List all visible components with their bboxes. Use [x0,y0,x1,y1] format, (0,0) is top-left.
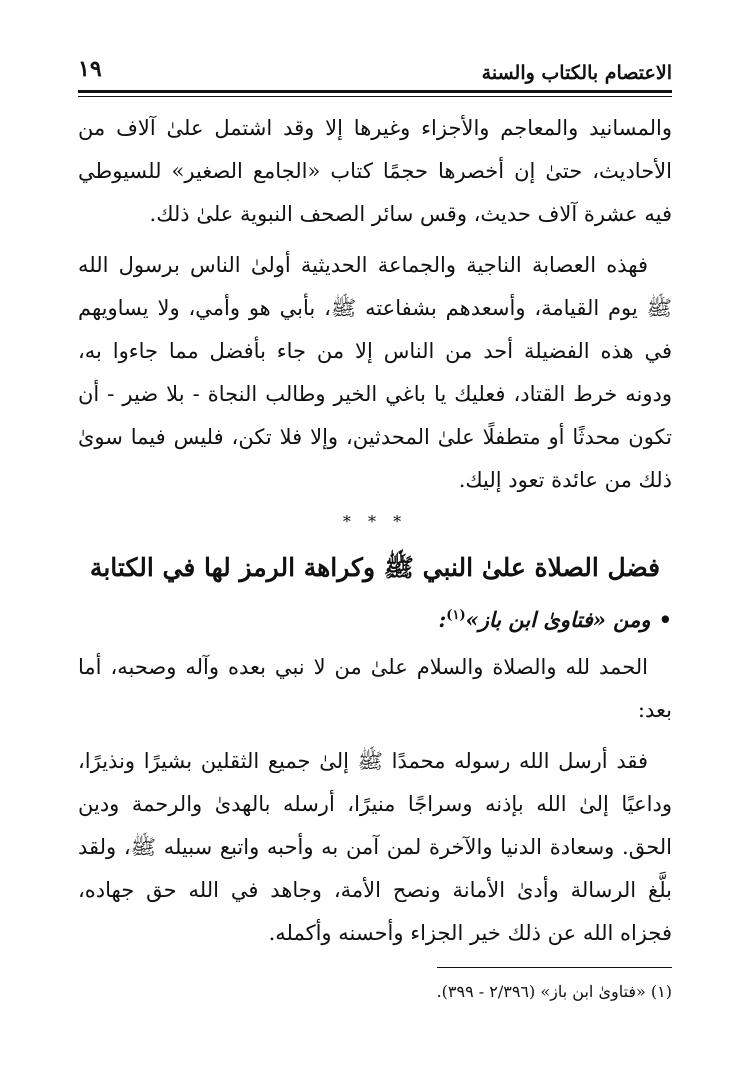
source-text: ومن «فتاوىٰ ابن باز» [465,607,651,632]
header-rule-thin [78,96,672,97]
section-separator: * * * [342,512,408,531]
source-line [78,596,672,640]
footnote-text: (١) «فتاوىٰ ابن باز» (٢/٣٩٦ - ٣٩٩). [436,982,672,1001]
footnote-ref[interactable]: (١) [446,608,466,623]
source-colon: : [438,607,447,632]
paragraph-1: والمسانيد والمعاجم والأجزاء وغيرها إلا وقد اشتمل علىٰ آلاف من الأحاديث، حتىٰ إن أخصرها حجمًا كتاب «الجامع الصغير» للسيوطي فيه عشرة آلاف حديث، وقس سائر الصحف النبوية علىٰ ذلك. [78,116,672,226]
paragraph-3: الحمد لله والصلاة والسلام علىٰ من لا نبي بعده وآله وصحبه، أما بعد: [78,655,672,722]
paragraph-4: فقد أرسل الله رسوله محمدًا ﷺ إلىٰ جميع الثقلين بشيرًا ونذيرًا، وداعيًا إلىٰ الله بإذنه وسراجًا منيرًا، أرسله بالهدىٰ والرحمة ودين الحق. وسعادة الدنيا والآخرة لمن آمن به وأحبه واتبع سبيله ﷺ، ولقد بلَّغ الرسالة وأدىٰ الأمانة ونصح الأمة، وجاهد في الله حق جهاده، فجزاه الله عن ذلك خير الجزاء وأحسنه وأكمله. [78,749,672,945]
paragraph-2: فهذه العصابة الناجية والجماعة الحديثية أولىٰ الناس برسول الله ﷺ يوم القيامة، وأسعدهم بشفاعته ﷺ، بأبي هو وأمي، ولا يساويهم في هذه الفضيلة أحد من الناس إلا من جاء بأفضل مما جاءوا به، ودونه خرط القتاد، فعليك يا باغي الخير وطالب النجاة - بلا ضير - أن تكون محدثًا أو متطفلًا علىٰ المحدثين، وإلا فلا تكن، فليس فيما سوىٰ ذلك من عائدة تعود إليك. [78,253,672,492]
running-title: الاعتصام بالكتاب والسنة [481,62,672,84]
section-heading: فضل الصلاة علىٰ النبي ﷺ وكراهة الرمز لها في الكتابة [89,553,661,582]
body-text [78,107,672,955]
page-number: ١٩ [78,56,102,82]
book-page [78,48,672,1004]
header-rule-thick [78,90,672,93]
bullet-icon: • [658,607,672,632]
footnote-area [78,963,672,980]
footnote-rule [437,967,672,968]
running-header [78,48,672,88]
